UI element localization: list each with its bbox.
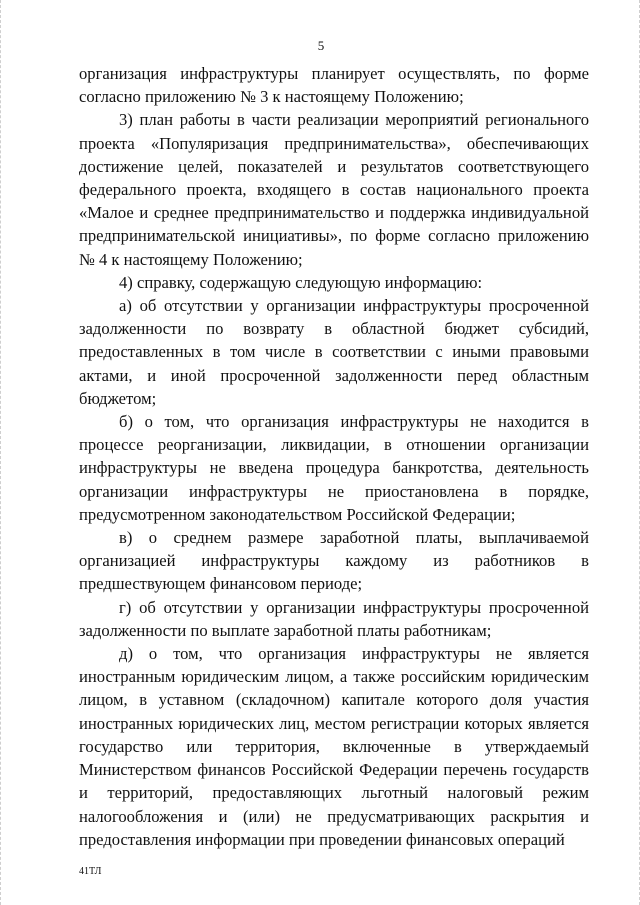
paragraph-subitem-d: д) о том, что организация инфраструктуры не является иностранным юридическим лицом, а также российским юридическим лицом, в уставном (складочном) капитале которого доля участия иностранных юридических лиц, местом регистрации которых является государство или территория, включенные в утверждаемый Министерством финансов Российской Федерации перечень государств и территорий, предоставляющих льготный налоговый режим налогообложения и (или) не предусматривающих раскрытия и предоставления информации при проведении финансовых операций bbox=[79, 644, 589, 849]
paragraph-subitem-a: а) об отсутствии у организации инфраструктуры просроченной задолженности по возврату в областной бюджет субсидий, предоставленных в том числе в соответствии с иными правовыми актами, и иной просроченной задолженности перед областным бюджетом; bbox=[79, 296, 589, 408]
paragraph-subitem-g: г) об отсутствии у организации инфраструктуры просроченной задолженности по выплате заработной платы работникам; bbox=[79, 597, 589, 640]
paragraph-continuation: организация инфраструктуры планирует осуществлять, по форме согласно приложению № 3 к настоящему Положению; bbox=[79, 64, 589, 107]
footer-code: 41ТЛ bbox=[79, 866, 102, 877]
body-text bbox=[79, 62, 589, 851]
paragraph-subitem-b: б) о том, что организация инфраструктуры не находится в процессе реорганизации, ликвидации, в отношении организации инфраструктуры не введена процедура банкротства, деятельность организации инфраструктуры не приостановлена в порядке, предусмотренном законодательством Российской Федерации; bbox=[79, 412, 589, 524]
paragraph-item-4: 4) справку, содержащую следующую информацию: bbox=[119, 272, 483, 292]
paragraph-item-3: 3) план работы в части реализации мероприятий регионального проекта «Популяризация предпринимательства», обеспечивающих достижение целей, показателей и результатов соответствующего федерального проекта, входящего в состав национального проекта «Малое и среднее предпринимательство и поддержка индивидуальной предпринимательской инициативы», по форме согласно приложению № 4 к настоящему Положению; bbox=[79, 110, 589, 269]
paragraph-subitem-v: в) о среднем размере заработной платы, выплачиваемой организацией инфраструктуры каждому из работников в предшествующем финансовом периоде; bbox=[79, 528, 589, 594]
page-number: 5 bbox=[317, 38, 325, 53]
